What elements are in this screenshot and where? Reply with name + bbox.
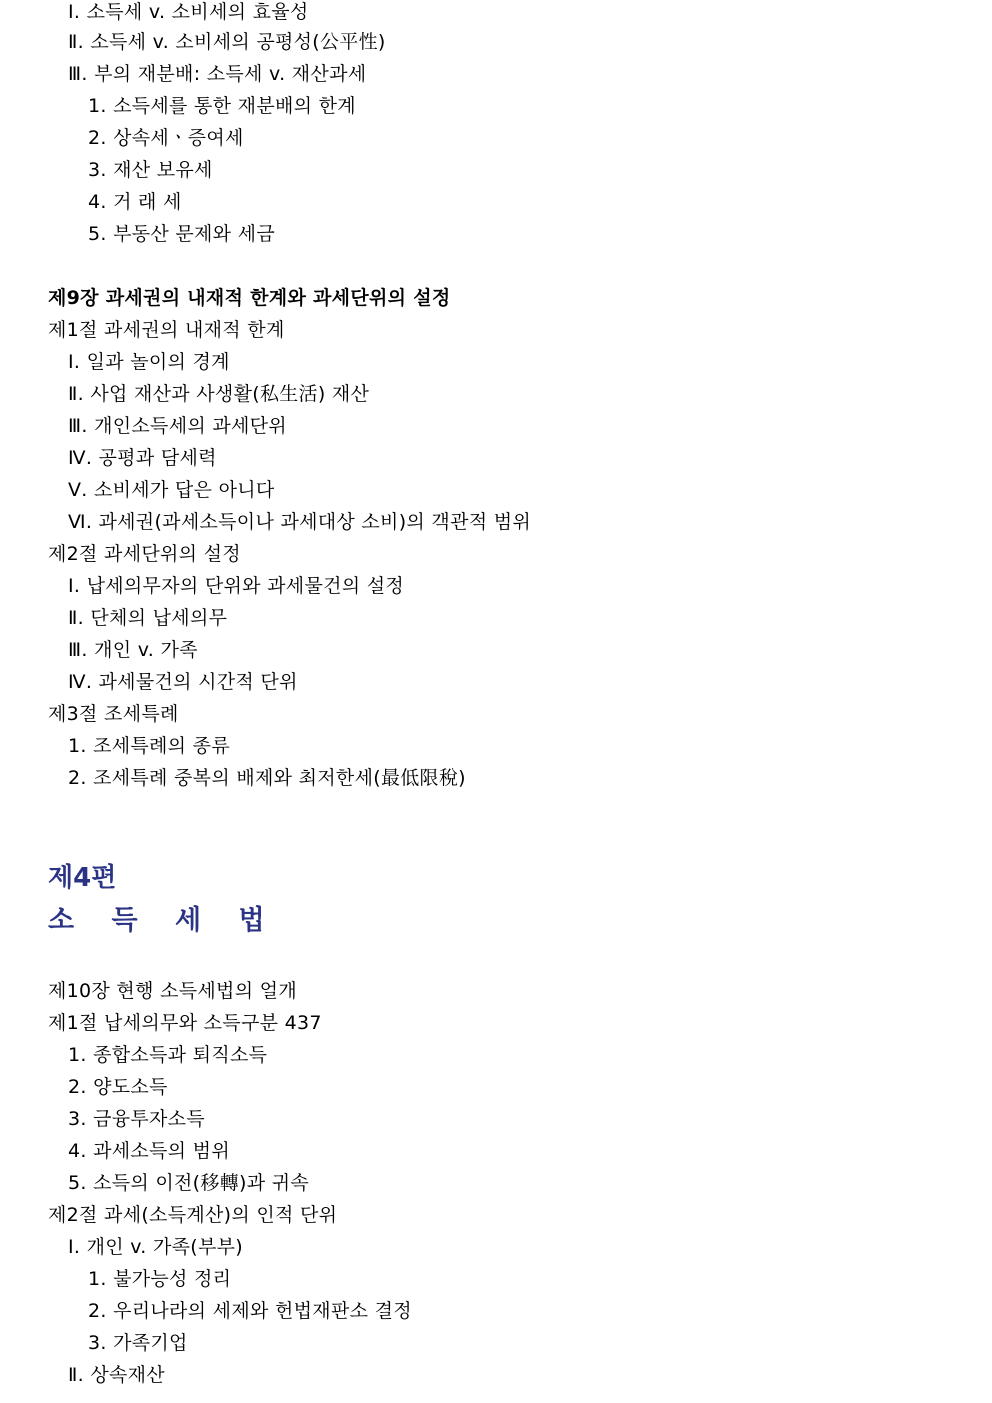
toc-entry: Ⅲ. 개인소득세의 과세단위 <box>68 415 287 437</box>
toc-entry: 4. 거 래 세 <box>88 191 182 213</box>
toc-entry: Ⅱ. 단체의 납세의무 <box>68 607 228 629</box>
toc-entry: 제3절 조세특례 <box>48 703 179 725</box>
toc-entry: 2. 양도소득 <box>68 1076 168 1098</box>
toc-entry: Ⅰ. 일과 놀이의 경계 <box>68 351 230 373</box>
toc-entry: Ⅲ. 개인 v. 가족 <box>68 639 198 661</box>
toc-entry: 2. 상속세ㆍ증여세 <box>88 127 244 149</box>
toc-entry: 1. 불가능성 정리 <box>88 1268 232 1290</box>
part-heading: 제4편 <box>48 863 117 893</box>
toc-entry: Ⅱ. 소득세 v. 소비세의 공평성(公平性) <box>68 31 386 53</box>
toc-entry: 제1절 납세의무와 소득구분 437 <box>48 1012 322 1034</box>
toc-entry: 제10장 현행 소득세법의 얼개 <box>48 980 297 1002</box>
toc-entry: Ⅰ. 소득세 v. 소비세의 효율성 <box>68 1 309 23</box>
toc-entry: 제2절 과세단위의 설정 <box>48 543 241 565</box>
toc-entry: Ⅱ. 상속재산 <box>68 1364 165 1386</box>
toc-entry: Ⅳ. 공평과 담세력 <box>68 447 217 469</box>
toc-entry: Ⅴ. 소비세가 답은 아니다 <box>68 479 275 501</box>
toc-entry: 1. 소득세를 통한 재분배의 한계 <box>88 95 356 117</box>
toc-entry: 제2절 과세(소득계산)의 인적 단위 <box>48 1204 338 1226</box>
toc-entry: 3. 재산 보유세 <box>88 159 213 181</box>
toc-entry: 2. 조세특례 중복의 배제와 최저한세(最低限稅) <box>68 767 466 789</box>
toc-entry: 2. 우리나라의 세제와 헌법재판소 결정 <box>88 1300 412 1322</box>
toc-entry: Ⅲ. 부의 재분배: 소득세 v. 재산과세 <box>68 63 367 85</box>
toc-entry: 3. 가족기업 <box>88 1332 188 1354</box>
toc-entry: Ⅵ. 과세권(과세소득이나 과세대상 소비)의 객관적 범위 <box>68 511 532 533</box>
toc-entry: Ⅰ. 납세의무자의 단위와 과세물건의 설정 <box>68 575 405 597</box>
toc-entry: 1. 종합소득과 퇴직소득 <box>68 1044 268 1066</box>
part-title: 소 득 세 법 <box>48 905 279 936</box>
toc-entry: 4. 과세소득의 범위 <box>68 1140 230 1162</box>
toc-entry: Ⅳ. 과세물건의 시간적 단위 <box>68 671 298 693</box>
toc-entry: 5. 부동산 문제와 세금 <box>88 223 275 245</box>
toc-entry: 제1절 과세권의 내재적 한계 <box>48 319 285 341</box>
toc-entry: 3. 금융투자소득 <box>68 1108 205 1130</box>
chapter-heading: 제9장 과세권의 내재적 한계와 과세단위의 설정 <box>48 287 451 309</box>
toc-entry: 1. 조세특례의 종류 <box>68 735 230 757</box>
toc-entry: Ⅰ. 개인 v. 가족(부부) <box>68 1236 244 1258</box>
toc-entry: Ⅱ. 사업 재산과 사생활(私生活) 재산 <box>68 383 370 405</box>
toc-entry: 5. 소득의 이전(移轉)과 귀속 <box>68 1172 310 1194</box>
